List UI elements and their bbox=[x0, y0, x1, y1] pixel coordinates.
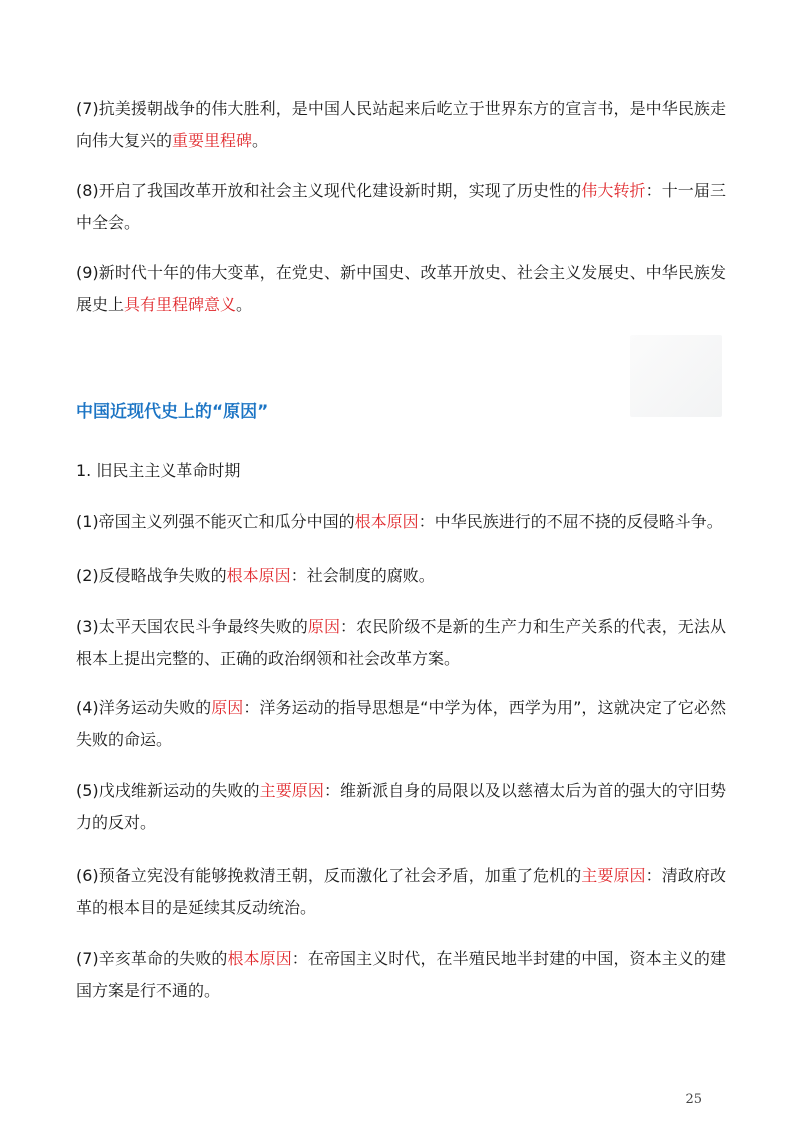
list-item bbox=[76, 775, 726, 839]
highlight-text: 原因 bbox=[307, 617, 341, 636]
item-text: 。 bbox=[236, 295, 253, 314]
item-text: ：农民阶级不是新的生产力和生产关系的代表，无法从根本上提出完整的、正确的政治纲领和社会改革方案。 bbox=[76, 617, 726, 668]
highlight-text: 重要里程碑 bbox=[172, 131, 253, 150]
item-text: ：清政府改革的根本目的是延续其反动统治。 bbox=[76, 866, 726, 917]
highlight-text: 主要原因 bbox=[581, 866, 646, 885]
list-item bbox=[76, 175, 726, 239]
item-text: (7)抗美援朝战争的伟大胜利，是中国人民站起来后屹立于世界东方的宣言书，是中华民族走向伟大复兴的 bbox=[76, 99, 726, 150]
list-item bbox=[76, 93, 726, 157]
list-item bbox=[76, 692, 726, 756]
item-text: ：中华民族进行的不屈不挠的反侵略斗争。 bbox=[418, 512, 723, 531]
highlight-text: 伟大转折 bbox=[581, 181, 646, 200]
item-text: (6)预备立宪没有能够挽救清王朝，反而激化了社会矛盾，加重了危机的 bbox=[76, 866, 582, 885]
list-item bbox=[76, 860, 726, 924]
item-text: ：洋务运动的指导思想是“中学为体，西学为用”，这就决定了它必然失败的命运。 bbox=[76, 698, 726, 749]
item-text: (1)帝国主义列强不能灭亡和瓜分中国的 bbox=[76, 512, 355, 531]
list-item bbox=[76, 506, 726, 538]
item-text: ：在帝国主义时代，在半殖民地半封建的中国，资本主义的建国方案是行不通的。 bbox=[76, 949, 726, 1000]
list-item bbox=[76, 560, 726, 592]
item-text: (5)戊戌维新运动的失败的 bbox=[76, 781, 260, 800]
highlight-text: 根本原因 bbox=[227, 949, 292, 968]
highlight-text: 根本原因 bbox=[354, 512, 419, 531]
highlight-text: 根本原因 bbox=[226, 566, 291, 585]
item-text: 。 bbox=[252, 131, 269, 150]
item-text: ：社会制度的腐败。 bbox=[290, 566, 435, 585]
item-text: (9)新时代十年的伟大变革，在党史、新中国史、改革开放史、社会主义发展史、中华民族发展史上 bbox=[76, 263, 726, 314]
list-item bbox=[76, 257, 726, 321]
item-text: (8)开启了我国改革开放和社会主义现代化建设新时期，实现了历史性的 bbox=[76, 181, 582, 200]
item-text: (4)洋务运动失败的 bbox=[76, 698, 212, 717]
list-item bbox=[76, 943, 726, 1007]
highlight-text: 主要原因 bbox=[259, 781, 324, 800]
page-number: 25 bbox=[685, 1092, 702, 1107]
item-text: (7)辛亥革命的失败的 bbox=[76, 949, 228, 968]
highlight-text: 原因 bbox=[211, 698, 244, 717]
item-text: ：维新派自身的局限以及以慈禧太后为首的强大的守旧势力的反对。 bbox=[76, 781, 726, 832]
section-subtitle: 1. 旧民主主义革命时期 bbox=[76, 461, 241, 480]
item-text: (2)反侵略战争失败的 bbox=[76, 566, 227, 585]
highlight-text: 具有里程碑意义 bbox=[124, 295, 237, 314]
item-text: (3)太平天国农民斗争最终失败的 bbox=[76, 617, 308, 636]
list-item bbox=[76, 611, 726, 675]
section-title: 中国近现代史上的“原因” bbox=[76, 402, 269, 422]
item-text: ：十一届三中全会。 bbox=[76, 181, 726, 232]
